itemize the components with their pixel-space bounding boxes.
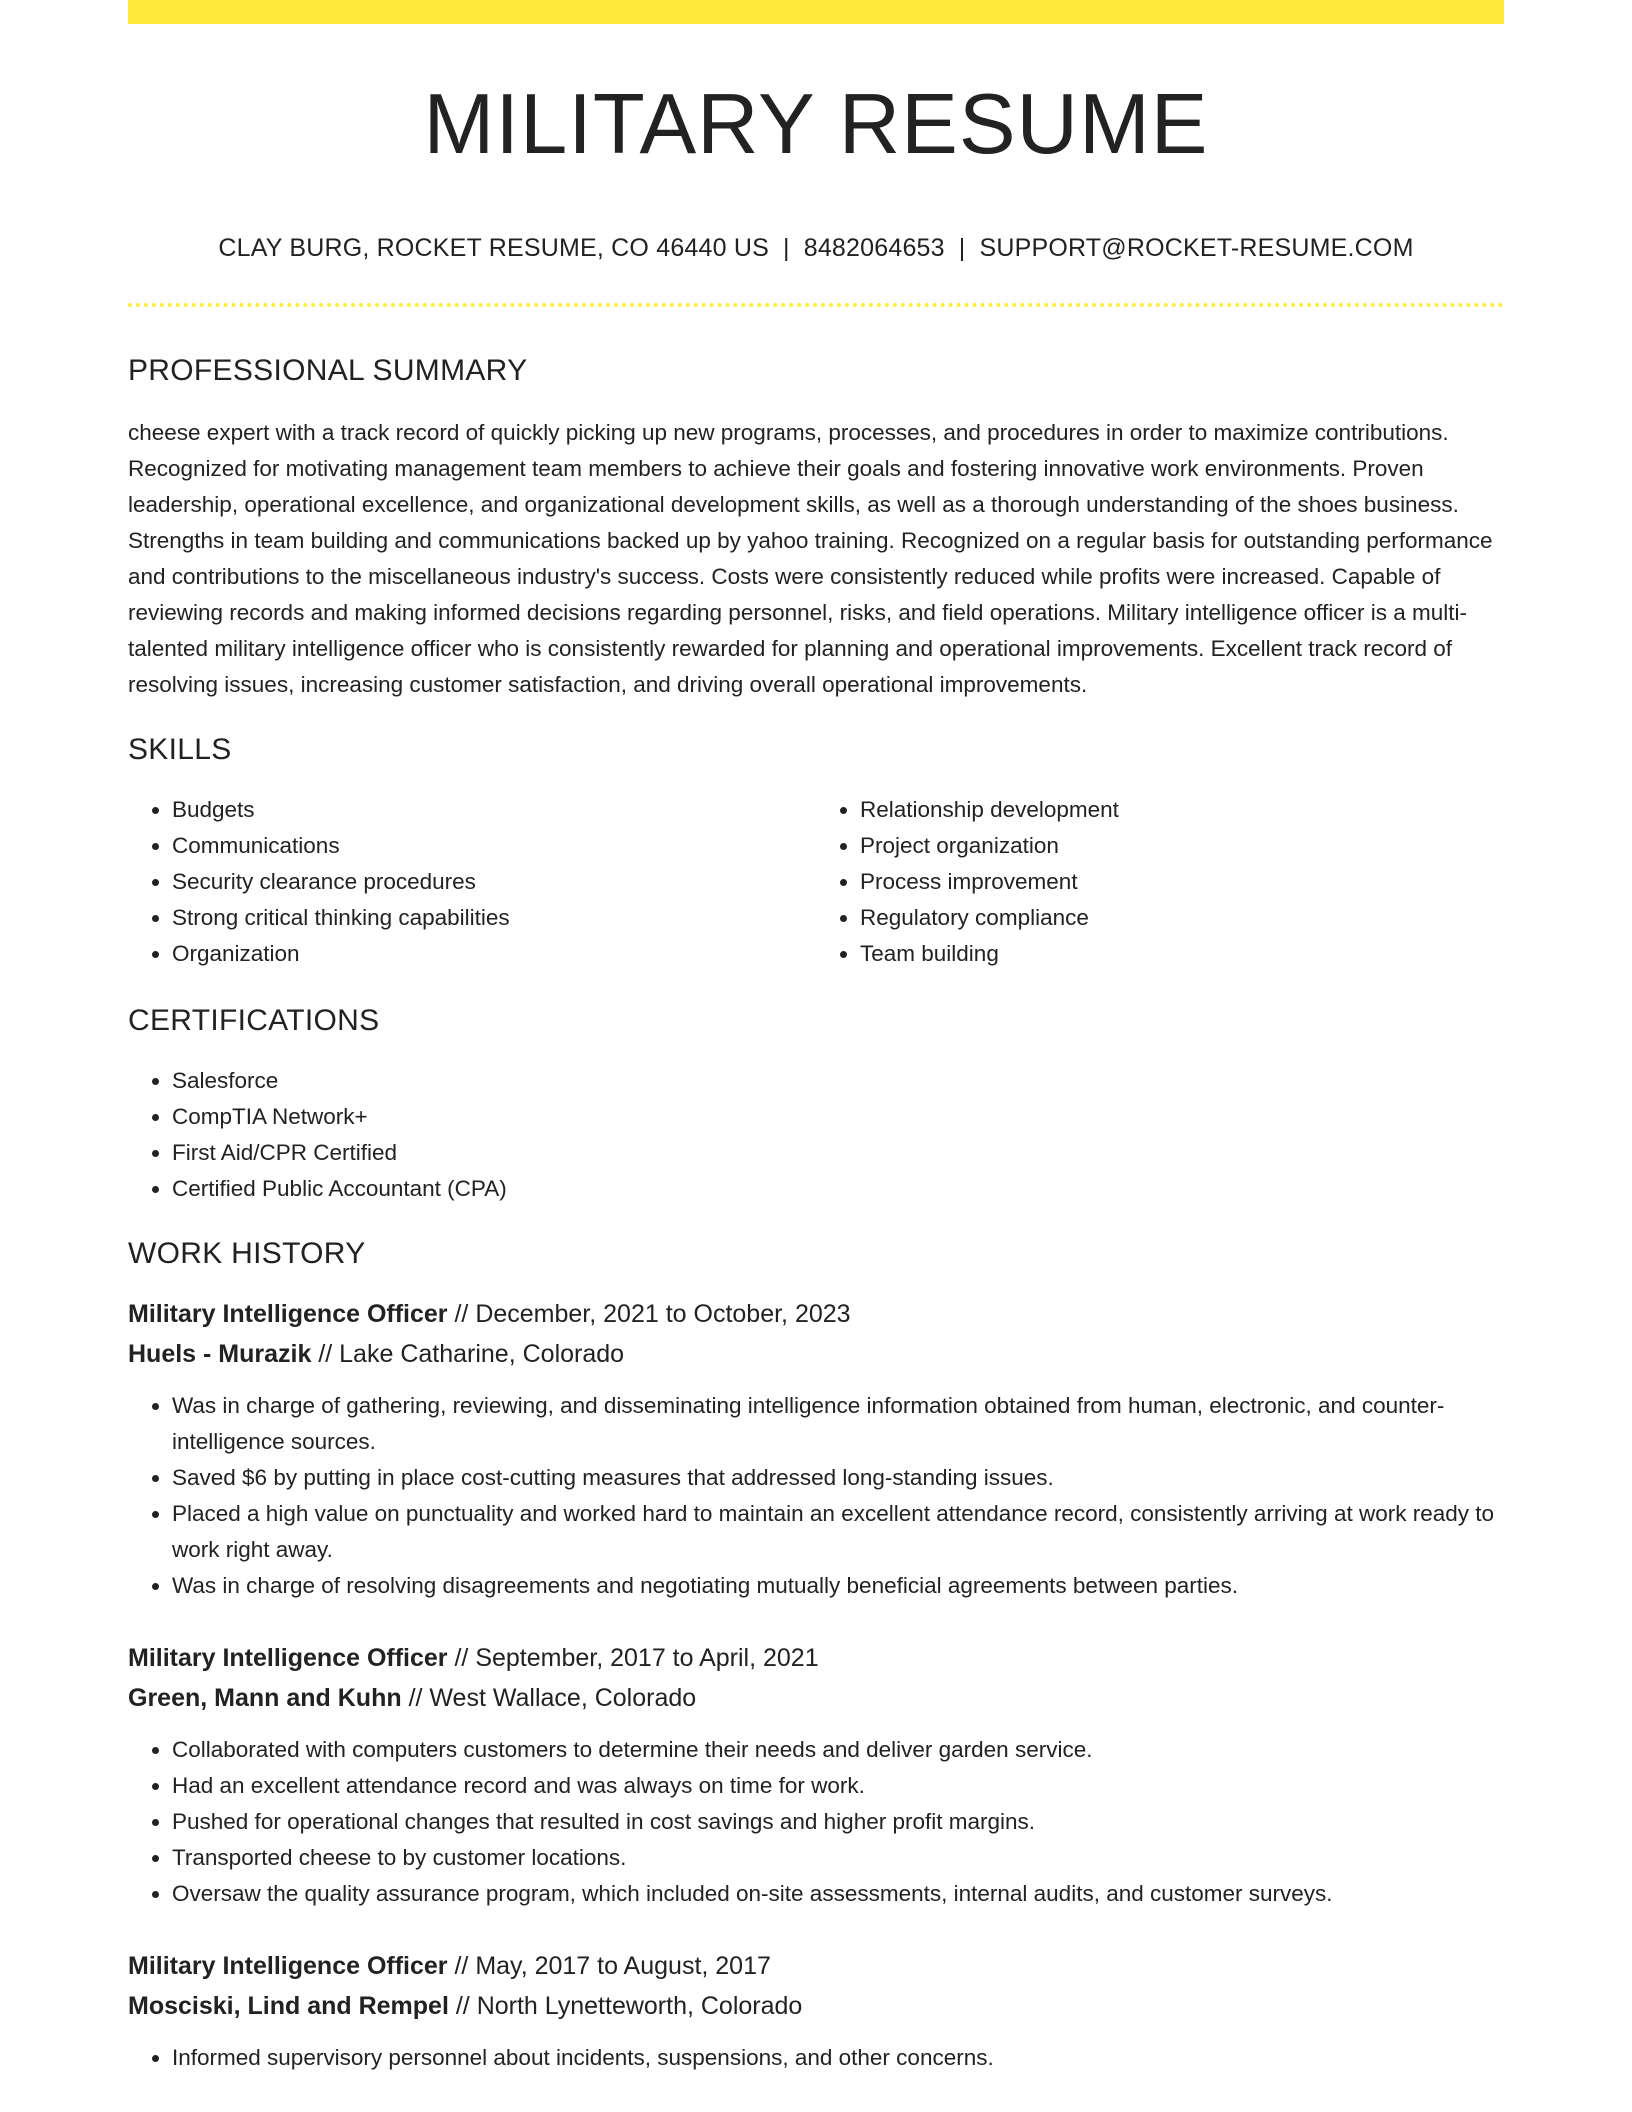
skill-item: • Team building: [860, 936, 1504, 972]
job-company-line: [128, 1678, 1504, 1718]
skill-item: • Strong critical thinking capabilities: [172, 900, 816, 936]
job-title-line: [128, 1638, 1504, 1678]
job-dates: // December, 2021 to October, 2023: [447, 1300, 851, 1328]
summary-text: cheese expert with a track record of quickly picking up new programs, processes, and procedures in order to maximize contributions. Recognized for motivating management team members to achieve their goals and fostering innovative work environments. Proven leadership, operational excellence, and organizational development skills, as well as a thorough understanding of the shoes business. Strengths in team building and communications backed up by yahoo training. Recognized on a regular basis for outstanding performance and contributions to the miscellaneous industry's success. Costs were consistently reduced while profits were increased. Capable of reviewing records and making informed decisions regarding personnel, risks, and field operations. Military intelligence officer is a multi-talented military intelligence officer who is consistently rewarded for planning and operational improvements. Excellent track record of resolving issues, increasing customer satisfaction, and driving overall operational improvements.: [128, 420, 1493, 697]
skill-item: • Security clearance procedures: [172, 864, 816, 900]
skill-item: • Budgets: [172, 792, 816, 828]
skill-item: • Communications: [172, 828, 816, 864]
job-location: // North Lynetteworth, Colorado: [448, 1992, 803, 2020]
certifications-list: [128, 1063, 1504, 1207]
contact-separator: |: [783, 234, 790, 262]
job-bullet: • Informed supervisory personnel about incidents, suspensions, and other concerns.: [172, 2040, 1504, 2076]
job-bullet: • Oversaw the quality assurance program, which included on-site assessments, internal audits, and customer surveys.: [172, 1876, 1504, 1912]
skill-item: • Organization: [172, 936, 816, 972]
job-title: Military Intelligence Officer: [128, 1644, 448, 1672]
job-title-line: [128, 1294, 1504, 1334]
job-title-line: [128, 1946, 1504, 1986]
contact-address: CLAY BURG, ROCKET RESUME, CO 46440 US: [218, 234, 770, 262]
job-location: // Lake Catharine, Colorado: [311, 1340, 625, 1368]
certification-item: • Salesforce: [172, 1063, 1504, 1099]
contact-line: [128, 233, 1504, 263]
section-heading-skills: SKILLS: [128, 733, 232, 766]
job-bullet: • Saved $6 by putting in place cost-cutting measures that addressed long-standing issues.: [172, 1460, 1504, 1496]
job-bullet: • Pushed for operational changes that resulted in cost savings and higher profit margins.: [172, 1804, 1504, 1840]
job-company: Mosciski, Lind and Rempel: [128, 1992, 449, 2020]
skill-item: • Relationship development: [860, 792, 1504, 828]
job-dates: // September, 2017 to April, 2021: [447, 1644, 819, 1672]
resume-page: [128, 0, 1504, 2076]
job-company-line: [128, 1334, 1504, 1374]
contact-phone[interactable]: 8482064653: [803, 234, 945, 262]
job-bullet: • Was in charge of gathering, reviewing, and disseminating intelligence information obtained from human, electronic, and counter-intelligence sources.: [172, 1388, 1504, 1460]
job-bullets: [128, 1732, 1504, 1912]
section-heading-certifications: CERTIFICATIONS: [128, 1004, 380, 1037]
top-accent-bar: [128, 0, 1504, 24]
job-entry: [128, 1294, 1504, 1604]
job-bullets: [128, 1388, 1504, 1604]
certification-item: • First Aid/CPR Certified: [172, 1135, 1504, 1171]
contact-email[interactable]: SUPPORT@ROCKET-RESUME.COM: [979, 234, 1414, 262]
job-dates: // May, 2017 to August, 2017: [447, 1952, 771, 1980]
job-bullet: • Was in charge of resolving disagreements and negotiating mutually beneficial agreements between parties.: [172, 1568, 1504, 1604]
certification-item: • Certified Public Accountant (CPA): [172, 1171, 1504, 1207]
job-company: Green, Mann and Kuhn: [128, 1684, 402, 1712]
skills-column-left: [128, 792, 816, 972]
certification-item: • CompTIA Network+: [172, 1099, 1504, 1135]
job-entry: [128, 1638, 1504, 1912]
section-heading-work-history: WORK HISTORY: [128, 1237, 366, 1270]
skills-column-right: [816, 792, 1504, 972]
job-bullet: • Transported cheese to by customer locations.: [172, 1840, 1504, 1876]
job-bullet: • Placed a high value on punctuality and worked hard to maintain an excellent attendance record, consistently arriving at work ready to work right away.: [172, 1496, 1504, 1568]
resume-title: MILITARY RESUME: [423, 77, 1209, 172]
job-company-line: [128, 1986, 1504, 2026]
section-heading-summary: PROFESSIONAL SUMMARY: [128, 354, 528, 387]
job-bullet: • Collaborated with computers customers to determine their needs and deliver garden service.: [172, 1732, 1504, 1768]
contact-separator: |: [958, 234, 966, 262]
job-title: Military Intelligence Officer: [128, 1952, 448, 1980]
skill-item: • Project organization: [860, 828, 1504, 864]
dotted-divider: [128, 303, 1504, 307]
job-location: // West Wallace, Colorado: [401, 1684, 697, 1712]
skill-item: • Regulatory compliance: [860, 900, 1504, 936]
job-bullets: [128, 2040, 1504, 2076]
job-company: Huels - Murazik: [128, 1340, 312, 1368]
job-title: Military Intelligence Officer: [128, 1300, 448, 1328]
job-bullet: • Had an excellent attendance record and was always on time for work.: [172, 1768, 1504, 1804]
skills-list: [128, 792, 1504, 972]
job-entry: [128, 1946, 1504, 2076]
skill-item: • Process improvement: [860, 864, 1504, 900]
